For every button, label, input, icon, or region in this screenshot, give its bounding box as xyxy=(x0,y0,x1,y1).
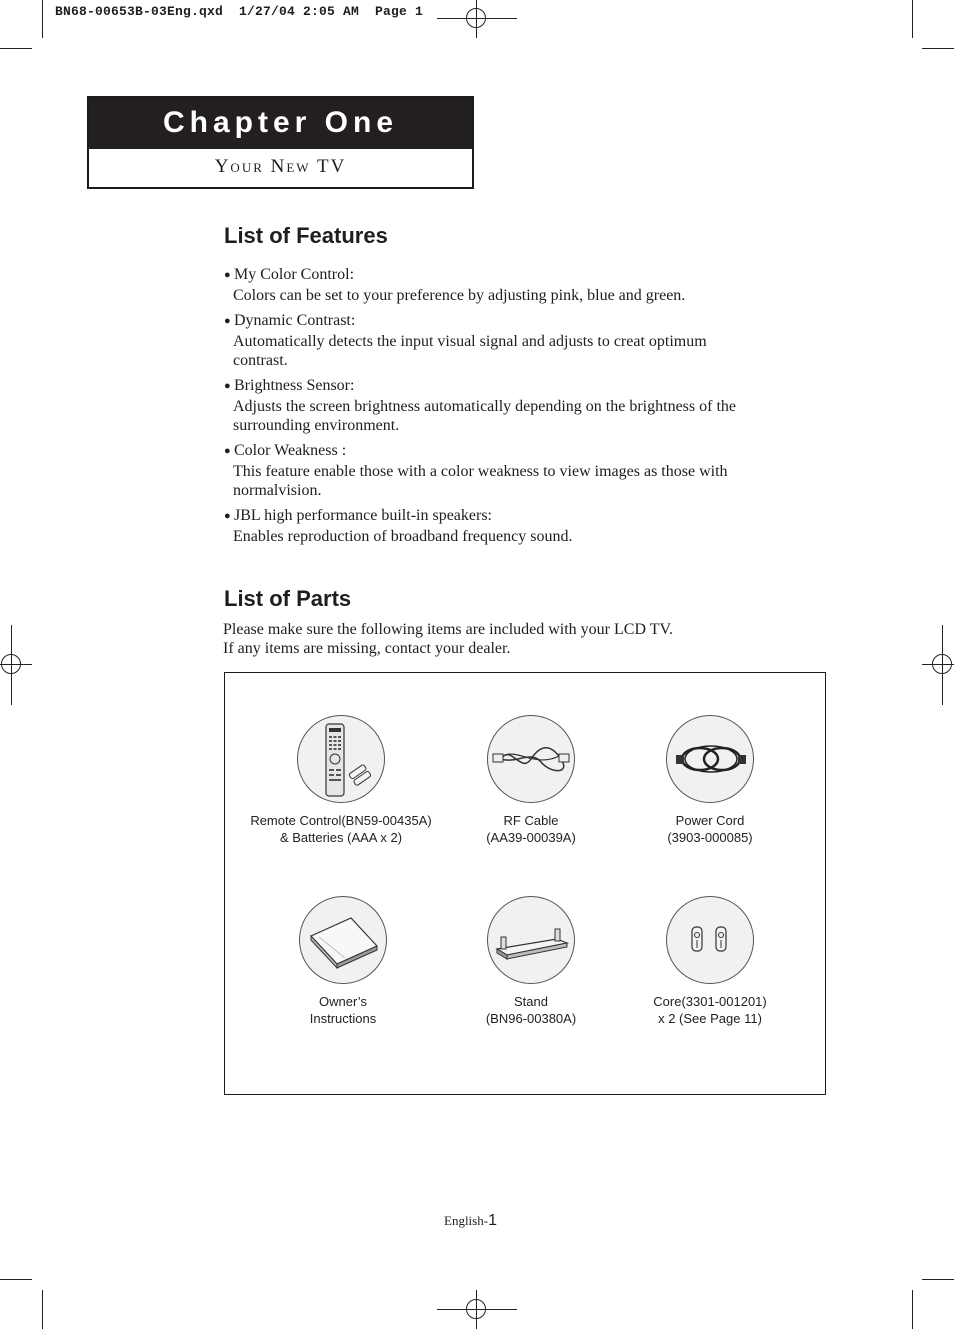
registration-circle xyxy=(466,1299,486,1319)
crop-mark xyxy=(912,0,913,38)
part-name: Remote Control(BN59-00435A) xyxy=(250,813,432,828)
part-remote-control xyxy=(231,715,451,846)
part-code: & Batteries (AAA x 2) xyxy=(279,830,403,845)
power-cord-icon xyxy=(666,715,754,803)
part-code: (3903-000085) xyxy=(667,830,753,845)
features-list xyxy=(224,265,764,552)
feature-title: JBL high performance built-in speakers: xyxy=(234,507,492,524)
crop-mark xyxy=(922,48,954,49)
part-power-cord xyxy=(600,715,820,846)
manual-icon xyxy=(299,896,387,984)
registration-circle xyxy=(466,8,486,28)
part-caption xyxy=(600,993,820,1027)
feature-title: Color Weakness : xyxy=(234,442,347,459)
parts-intro-line: If any items are missing, contact your dealer. xyxy=(223,640,511,657)
bullet-icon: ● xyxy=(224,445,231,457)
feature-description: Colors can be set to your preference by adjusting pink, blue and green. xyxy=(233,287,686,304)
feature-title: My Color Control: xyxy=(234,266,355,283)
list-item xyxy=(224,265,764,305)
part-core xyxy=(600,896,820,1027)
parts-box xyxy=(224,672,826,1095)
crop-mark xyxy=(42,1290,43,1329)
part-code: (AA39-00039A) xyxy=(486,830,576,845)
list-item xyxy=(224,311,764,370)
parts-intro-line: Please make sure the following items are included with your LCD TV. xyxy=(223,621,673,638)
part-name: Stand xyxy=(514,994,548,1009)
part-owners-instructions xyxy=(233,896,453,1027)
crop-mark xyxy=(0,1279,32,1280)
bullet-icon: ● xyxy=(224,269,231,281)
chapter-header xyxy=(87,96,474,189)
stand-icon xyxy=(487,896,575,984)
ferrite-core-icon xyxy=(666,896,754,984)
bullet-icon: ● xyxy=(224,380,231,392)
file-slug: BN68-00653B-03Eng.qxd 1/27/04 2:05 AM Page 1 xyxy=(55,4,424,19)
features-heading: List of Features xyxy=(224,223,388,248)
feature-description: Adjusts the screen brightness automatically depending on the brightness of the surrounding environment. xyxy=(233,398,736,434)
crop-mark xyxy=(912,1290,913,1329)
part-caption xyxy=(600,812,820,846)
chapter-title: Chapter One xyxy=(89,98,472,149)
remote-control-icon xyxy=(297,715,385,803)
list-item xyxy=(224,441,764,500)
footer-label: English- xyxy=(444,1213,489,1228)
part-name: RF Cable xyxy=(503,813,559,828)
list-item xyxy=(224,506,764,546)
feature-description: This feature enable those with a color weakness to view images as those with normalvision. xyxy=(233,463,728,499)
part-code: x 2 (See Page 11) xyxy=(658,1011,762,1026)
part-caption xyxy=(231,812,451,846)
part-code: Instructions xyxy=(309,1011,377,1026)
parts-heading: List of Parts xyxy=(224,586,352,611)
bullet-icon: ● xyxy=(224,510,231,522)
bullet-icon: ● xyxy=(224,315,231,327)
part-name: Owner’s xyxy=(319,994,367,1009)
feature-description: Automatically detects the input visual signal and adjusts to creat optimum contrast. xyxy=(233,333,707,369)
crop-mark xyxy=(922,1279,954,1280)
list-item xyxy=(224,376,764,435)
registration-circle xyxy=(1,654,21,674)
crop-mark xyxy=(42,0,43,38)
rf-cable-icon xyxy=(487,715,575,803)
page-footer xyxy=(444,1212,497,1230)
feature-title: Dynamic Contrast: xyxy=(234,312,356,329)
chapter-subtitle: Your New TV xyxy=(214,156,347,177)
part-name: Power Cord xyxy=(675,813,745,828)
part-name: Core(3301-001201) xyxy=(653,994,767,1009)
part-code: (BN96-00380A) xyxy=(485,1011,577,1026)
registration-circle xyxy=(932,654,952,674)
crop-mark xyxy=(0,48,32,49)
page-number: 1 xyxy=(488,1212,497,1229)
part-caption xyxy=(233,993,453,1027)
parts-intro xyxy=(223,620,673,658)
feature-description: Enables reproduction of broadband frequency sound. xyxy=(233,528,573,545)
feature-title: Brightness Sensor: xyxy=(234,377,355,394)
